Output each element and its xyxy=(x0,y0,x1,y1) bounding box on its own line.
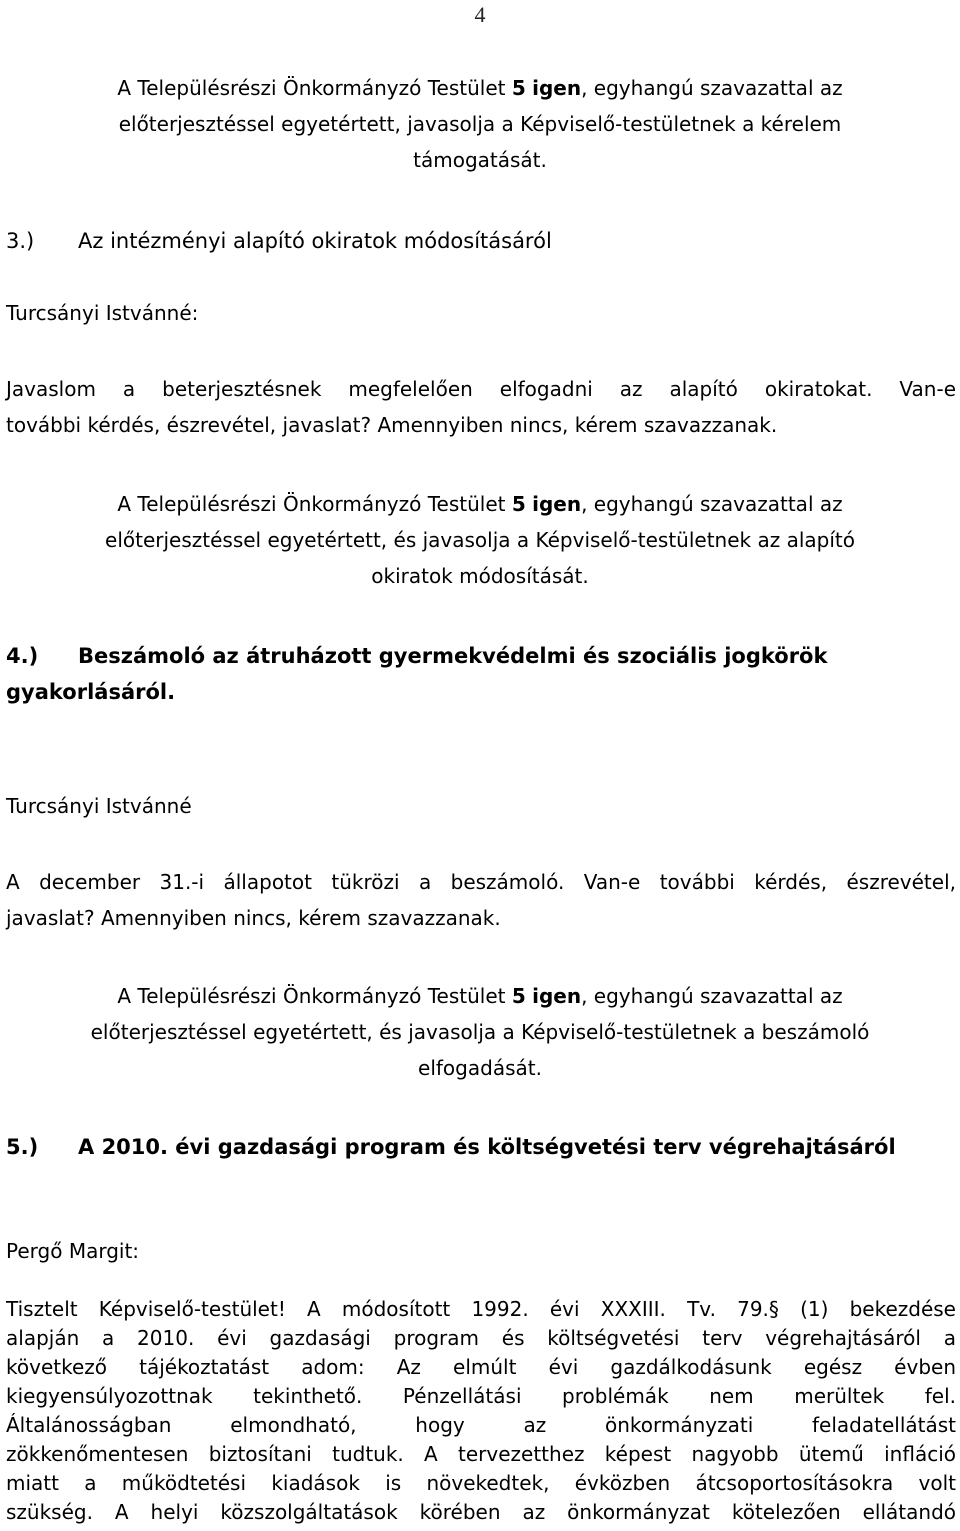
section-title: A 2010. évi gazdasági program és költségvetési terv végrehajtásáról xyxy=(78,1135,896,1159)
section-4-heading-line xyxy=(6,638,956,674)
vote-word: igen xyxy=(532,76,582,100)
body-line: miatt a működtetési kiadások is növekedtek, évközben átcsoportosításokra volt xyxy=(6,1471,956,1495)
vote-word: igen xyxy=(532,492,582,516)
speaker-name: Pergő Margit: xyxy=(6,1239,140,1263)
decision-1-line-3: támogatását. xyxy=(413,148,547,172)
body-line: zökkenőmentesen biztosítani tudtuk. A tervezetthez képest nagyobb ütemű infláció xyxy=(6,1442,956,1466)
section-title-continued: gyakorlásáról. xyxy=(6,680,176,704)
body-line: következő tájékoztatást adom: Az elmúlt évi gazdálkodásunk egész évben xyxy=(6,1355,956,1379)
section-3-heading xyxy=(6,223,956,259)
decision-1-line-2: előterjesztéssel egyetértett, javasolja a Képviselő-testületnek a kérelem xyxy=(118,112,842,136)
decision-text: , egyhangú szavazattal az xyxy=(581,76,843,100)
decision-text: , egyhangú szavazattal az xyxy=(581,984,843,1008)
vote-count: 5 xyxy=(511,984,526,1008)
page-number: 4 xyxy=(474,2,486,27)
decision-3-line-1 xyxy=(0,978,960,1014)
speaker-name: Turcsányi Istvánné: xyxy=(6,301,199,325)
vote-count: 5 xyxy=(511,76,526,100)
body-line: Általánosságban elmondható, hogy az önkormányzati feladatellátást xyxy=(6,1413,956,1437)
section-4-heading xyxy=(6,638,956,710)
body-line: kiegyensúlyozottnak tekinthető. Pénzellátási problémák nem merültek fel. xyxy=(6,1384,956,1408)
body-line: szükség. A helyi közszolgáltatások körében az önkormányzat kötelezően ellátandó xyxy=(6,1500,956,1524)
decision-1-line-1 xyxy=(0,70,960,106)
body-line: alapján a 2010. évi gazdasági program és költségvetési terv végrehajtásáról a xyxy=(6,1326,956,1350)
body-line: Tisztelt Képviselő-testület! A módosított 1992. évi XXXIII. Tv. 79.§ (1) bekezdése xyxy=(6,1297,956,1321)
vote-word: igen xyxy=(532,984,582,1008)
section-number: 4.) xyxy=(6,644,39,668)
body-line: további kérdés, észrevétel, javaslat? Amennyiben nincs, kérem szavazzanak. xyxy=(6,413,778,437)
decision-3-line-2: előterjesztéssel egyetértett, és javasolja a Képviselő-testületnek a beszámoló xyxy=(90,1020,870,1044)
section-5-heading xyxy=(6,1129,956,1165)
body-line: javaslat? Amennyiben nincs, kérem szavazzanak. xyxy=(6,906,501,930)
decision-3-line-3: elfogadását. xyxy=(418,1056,542,1080)
section-number: 3.) xyxy=(6,229,35,253)
decision-2-line-3: okiratok módosítását. xyxy=(371,564,589,588)
section-5-body xyxy=(6,1295,956,1527)
decision-3 xyxy=(0,978,960,1086)
section-4-body xyxy=(6,864,956,936)
section-title: Az intézményi alapító okiratok módosításáról xyxy=(78,229,552,253)
section-title: Beszámoló az átruházott gyermekvédelmi és szociális jogkörök xyxy=(78,644,828,668)
decision-2 xyxy=(0,486,960,594)
decision-text: A Településrészi Önkormányzó Testület xyxy=(117,76,512,100)
speaker-name: Turcsányi Istvánné xyxy=(6,794,192,818)
decision-text: , egyhangú szavazattal az xyxy=(581,492,843,516)
section-number: 5.) xyxy=(6,1135,39,1159)
decision-1 xyxy=(0,70,960,178)
decision-text: A Településrészi Önkormányzó Testület xyxy=(117,984,512,1008)
section-3-body xyxy=(6,371,956,443)
decision-2-line-2: előterjesztéssel egyetértett, és javasolja a Képviselő-testületnek az alapító xyxy=(105,528,855,552)
body-line: Javaslom a beterjesztésnek megfelelően elfogadni az alapító okiratokat. Van-e xyxy=(6,377,956,401)
vote-count: 5 xyxy=(511,492,526,516)
decision-2-line-1 xyxy=(0,486,960,522)
decision-text: A Településrészi Önkormányzó Testület xyxy=(117,492,512,516)
body-line: A december 31.-i állapotot tükrözi a beszámoló. Van-e további kérdés, észrevétel, xyxy=(6,870,956,894)
